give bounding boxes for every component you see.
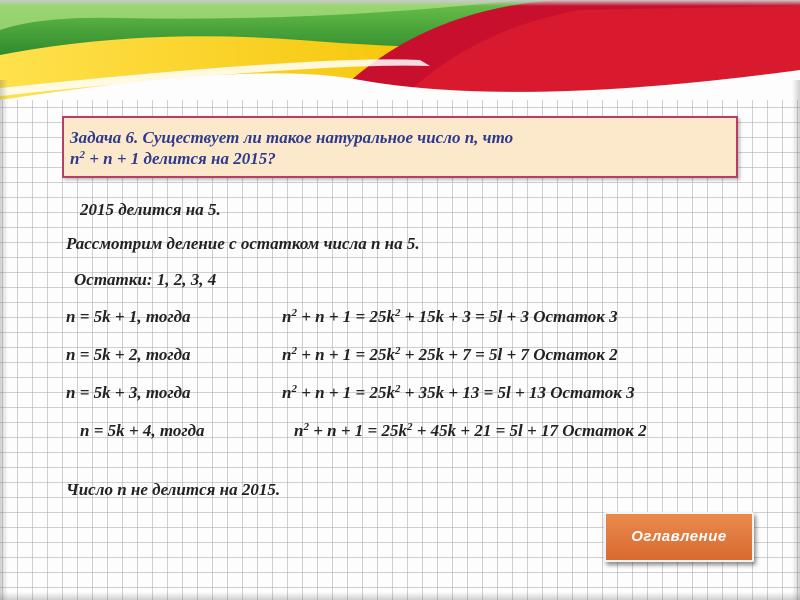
case-2-condition: n = 5k + 2, тогда <box>66 345 191 364</box>
task-line-2: $n^2 + n + 1$ делится на 2015? <box>70 149 276 168</box>
case-3-condition: n = 5k + 3, тогда <box>66 383 191 402</box>
decorative-banner <box>0 0 800 100</box>
case-4-expression: $n^2 + n + 1 = 25k^2 + 45k + 21 = 5l + 17$ Остаток 2 <box>294 421 647 440</box>
conclusion-line: Число n не делится на 2015. <box>66 480 281 499</box>
case-2-expression: $n^2 + n + 1 = 25k^2 + 25k + 7 = 5l + 7$ Остаток 2 <box>282 345 618 364</box>
task-statement-box <box>62 116 738 178</box>
top-shadow <box>0 0 800 6</box>
bottom-edge-shadow <box>0 592 800 600</box>
consider-line: Рассмотрим деление с остатком числа n на 5. <box>66 234 420 253</box>
task-line-1: Задача 6. Существует ли такое натуральное число n, что <box>70 128 514 147</box>
case-3-expression: $n^2 + n + 1 = 25k^2 + 35k + 13 = 5l + 13$ Остаток 3 <box>282 383 635 402</box>
toc-button-label: Оглавление <box>631 528 727 545</box>
case-1-condition: n = 5k + 1, тогда <box>66 307 191 326</box>
remainders-line: Остатки: 1, 2, 3, 4 <box>74 270 217 289</box>
fact-line: 2015 делится на 5. <box>80 200 221 219</box>
table-of-contents-button[interactable] <box>604 512 754 562</box>
case-4-condition: n = 5k + 4, тогда <box>80 421 205 440</box>
right-edge-shadow <box>792 80 800 600</box>
case-1-expression: $n^2 + n + 1 = 25k^2 + 15k + 3 = 5l + 3$ Остаток 3 <box>282 307 618 326</box>
left-edge-shadow <box>0 80 8 600</box>
exponent: 2 <box>79 149 85 161</box>
